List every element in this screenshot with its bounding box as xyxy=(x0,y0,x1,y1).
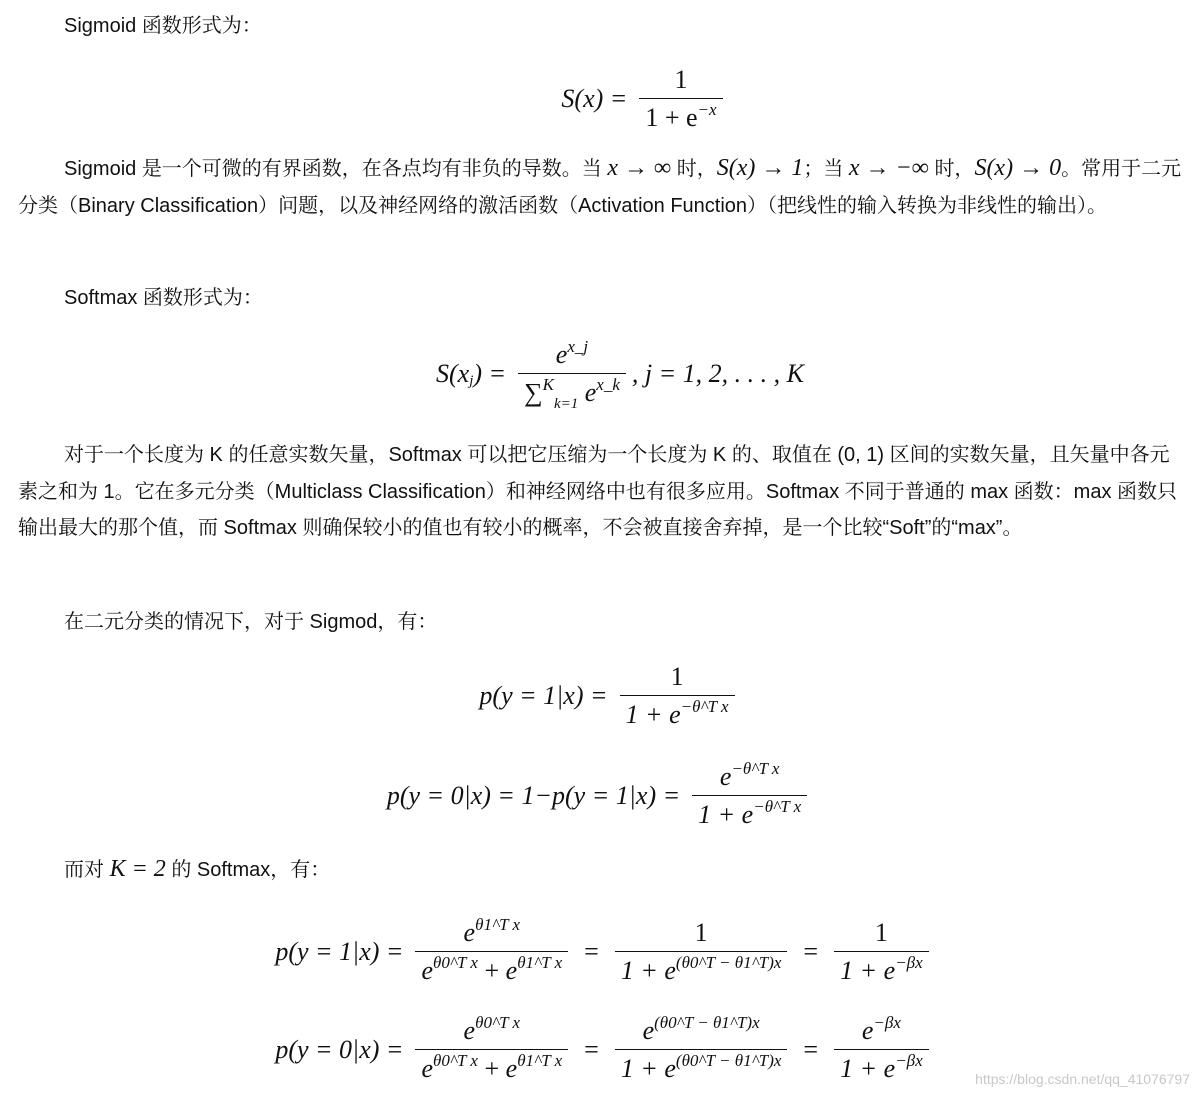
sigmoid-formula-lhs: S(x) = xyxy=(561,84,628,113)
k2-eq-1: p(y = 1|x) = $\frac{e^{\theta 1\^{}T x}}{e^{\theta 0\^{}T x} + e^{\theta 1\^{}T x}}$ = $\frac{1}{1 + e^{(\theta 0\^{}T - \theta 1\^{}T)x}}$ = $\frac{1}{1 + e^{-\beta x}}$ xyxy=(0,910,1200,994)
softmax-numerator: $e^{x\_j}$ xyxy=(555,337,589,370)
k2-eq-2: p(y = 0|x) = $\frac{e^{\theta 0\^{}T x}}{e^{\theta 0\^{}T x} + e^{\theta 1\^{}T x}}$ = $\frac{e^{(\theta 0\^{}T - \theta 1\^{}T)x}}{1 + e^{(\theta 0\^{}T - \theta 1\^{}T)x}}$ = $\frac{e^{-\beta x}}{1 + e^{-\beta x}}$ xyxy=(0,1008,1200,1092)
softmax-formula: S(x j ) = $\frac{e^{x\_j}}{\sum^K_{k=1} e^{x\_k}}$ , j = 1, 2, . . . , K xyxy=(435,337,804,412)
binary-intro: 在二元分类的情况下，对于 Sigmod，有： xyxy=(64,611,438,633)
sigmoid-numerator: 1 xyxy=(674,65,688,95)
sigmoid-formula xyxy=(0,64,1200,134)
watermark-text: https://blog.csdn.net/qq_41076797 xyxy=(975,1071,1190,1087)
binary-eq-2: p(y = 0|x) = 1−p(y = 1|x) = $\frac{e^{-\theta\^{}T x}}{1 + e^{-\theta\^{}T x}}$ xyxy=(0,758,1200,834)
softmax-fraction xyxy=(518,337,626,412)
sigmoid-denominator: $1 + e^{-x}$ xyxy=(639,98,722,133)
binary-eq-1: p(y = 1|x) = $\frac{1}{1 + e^{-\theta\^{}T x}}$ xyxy=(0,660,1200,732)
k2-intro: 而对 K = 2 的 Softmax，有： xyxy=(64,856,331,882)
sigmoid-fraction xyxy=(639,65,722,133)
softmax-index-range: , j = 1, 2, . . . , K xyxy=(631,359,804,388)
softmax-intro: Softmax 函数形式为： xyxy=(64,287,263,309)
softmax-description: 对于一个长度为 K 的任意实数矢量，Softmax 可以把它压缩为一个长度为 K 的、取值在 (0, 1) 区间的实数矢量，且矢量中各元素之和为 1。它在多元分类（Multiclass Classification）和神经网络中也有很多应用。Softmax 不同于普通的 max 函数：max 函数只输出最大的那个值，而 Softmax 则确保较小的值也有较小的概率，不会被直接舍弃掉，是一个比较“Soft”的“max”。 xyxy=(18,444,1178,539)
sigmoid-description: Sigmoid 是一个可微的有界函数，在各点均有非负的导数。当 x → ∞ 时，S(x) → 1；当 x → −∞ 时，S(x) → 0。常用于二元分类（Binary Classification）问题，以及神经网络的激活函数（Activation Function）（把线性的输入转换为非线性的输出）。 xyxy=(18,155,1182,217)
sigmoid-intro: Sigmoid 函数形式为： xyxy=(64,15,262,37)
softmax-denominator: ∑$^K_{k=1}$ $e^{x\_k}$ xyxy=(518,373,626,408)
